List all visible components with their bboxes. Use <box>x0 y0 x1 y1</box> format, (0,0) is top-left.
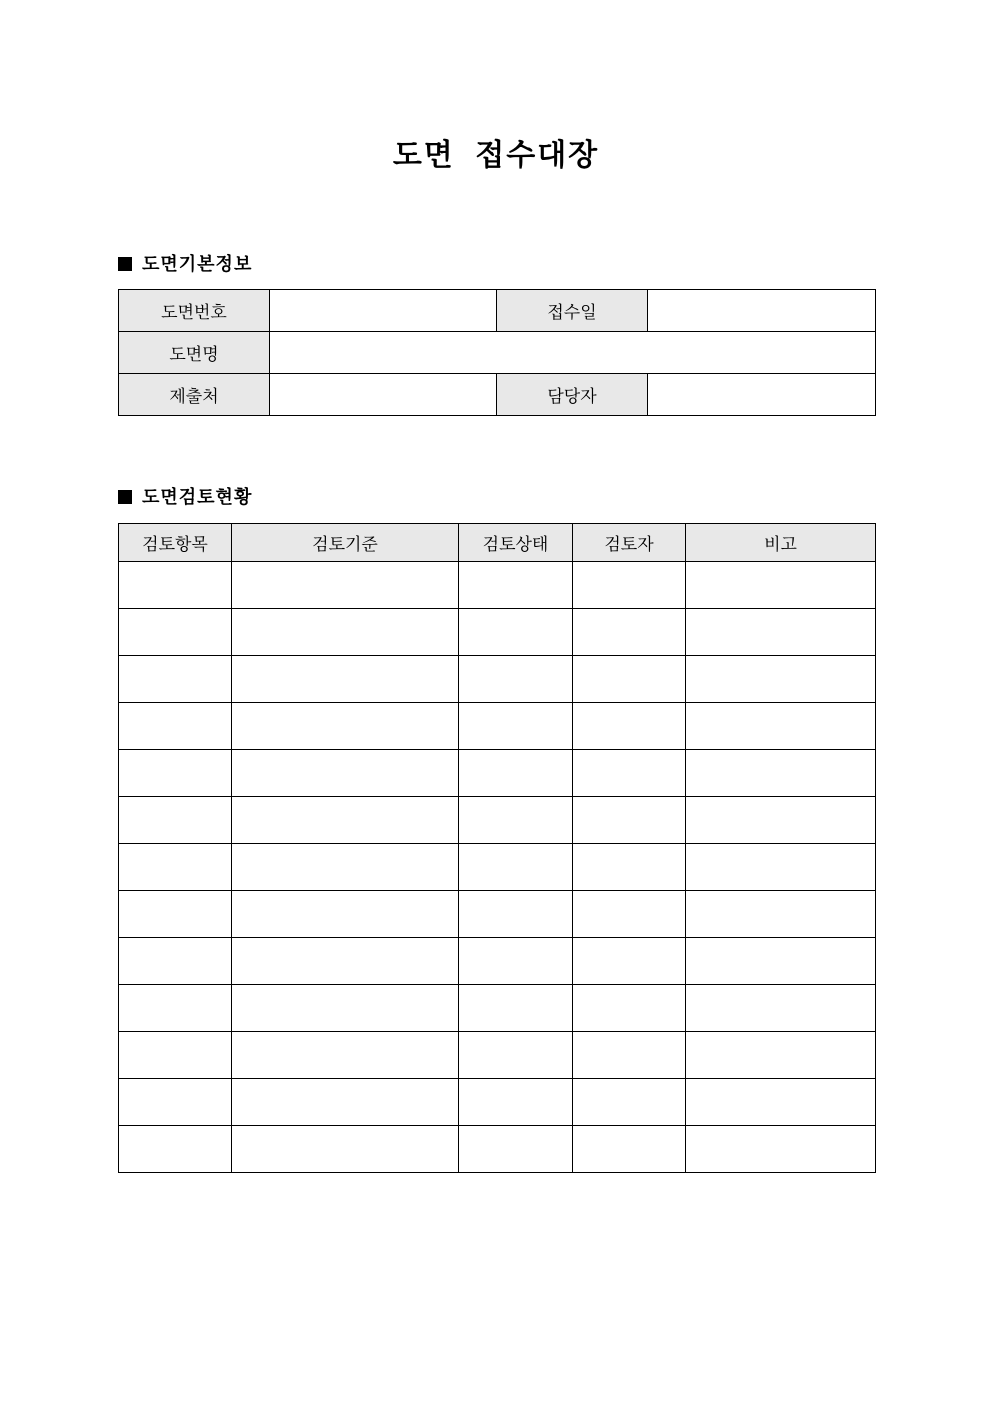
basic-info-heading-text: 도면기본정보 <box>142 254 253 275</box>
review-criteria-cell[interactable] <box>232 609 459 656</box>
review-status-cell[interactable] <box>459 562 573 609</box>
review-status-cell[interactable] <box>459 1079 573 1126</box>
square-bullet-icon <box>118 490 132 504</box>
table-row <box>119 891 876 938</box>
review-criteria-cell[interactable] <box>232 985 459 1032</box>
submitter-field[interactable] <box>270 374 497 416</box>
review-criteria-cell[interactable] <box>232 938 459 985</box>
review-item-cell[interactable] <box>119 797 232 844</box>
review-criteria-cell[interactable] <box>232 750 459 797</box>
reviewer-cell[interactable] <box>573 938 686 985</box>
remarks-cell[interactable] <box>686 797 876 844</box>
review-criteria-cell[interactable] <box>232 1126 459 1173</box>
review-status-cell[interactable] <box>459 656 573 703</box>
table-row <box>119 609 876 656</box>
remarks-cell[interactable] <box>686 891 876 938</box>
review-status-cell[interactable] <box>459 703 573 750</box>
reviewer-cell[interactable] <box>573 797 686 844</box>
review-item-cell[interactable] <box>119 844 232 891</box>
table-row <box>119 332 876 374</box>
table-row <box>119 985 876 1032</box>
drawing-number-field[interactable] <box>270 290 497 332</box>
table-row <box>119 844 876 891</box>
review-item-cell[interactable] <box>119 938 232 985</box>
reviewer-cell[interactable] <box>573 844 686 891</box>
review-item-cell[interactable] <box>119 891 232 938</box>
review-status-cell[interactable] <box>459 750 573 797</box>
table-row <box>119 797 876 844</box>
review-criteria-cell[interactable] <box>232 1032 459 1079</box>
review-status-heading-text: 도면검토현황 <box>142 487 253 508</box>
drawing-number-label: 도면번호 <box>119 290 270 332</box>
column-header-review-status: 검토상태 <box>459 524 573 562</box>
manager-field[interactable] <box>648 374 876 416</box>
review-item-cell[interactable] <box>119 1032 232 1079</box>
table-row <box>119 1126 876 1173</box>
table-row <box>119 562 876 609</box>
basic-info-table <box>118 289 876 416</box>
review-item-cell[interactable] <box>119 750 232 797</box>
review-status-cell[interactable] <box>459 1032 573 1079</box>
reviewer-cell[interactable] <box>573 985 686 1032</box>
review-status-cell[interactable] <box>459 609 573 656</box>
review-criteria-cell[interactable] <box>232 797 459 844</box>
reviewer-cell[interactable] <box>573 656 686 703</box>
table-row <box>119 703 876 750</box>
table-row <box>119 938 876 985</box>
receipt-date-field[interactable] <box>648 290 876 332</box>
remarks-cell[interactable] <box>686 1032 876 1079</box>
remarks-cell[interactable] <box>686 1126 876 1173</box>
receipt-date-label: 접수일 <box>497 290 648 332</box>
review-item-cell[interactable] <box>119 609 232 656</box>
review-status-cell[interactable] <box>459 985 573 1032</box>
remarks-cell[interactable] <box>686 844 876 891</box>
review-item-cell[interactable] <box>119 985 232 1032</box>
review-criteria-cell[interactable] <box>232 891 459 938</box>
review-item-cell[interactable] <box>119 562 232 609</box>
column-header-reviewer: 검토자 <box>573 524 686 562</box>
drawing-name-field[interactable] <box>270 332 876 374</box>
remarks-cell[interactable] <box>686 1079 876 1126</box>
remarks-cell[interactable] <box>686 703 876 750</box>
submitter-label: 제출처 <box>119 374 270 416</box>
review-item-cell[interactable] <box>119 1126 232 1173</box>
table-header-row <box>119 524 876 562</box>
remarks-cell[interactable] <box>686 562 876 609</box>
square-bullet-icon <box>118 257 132 271</box>
review-status-cell[interactable] <box>459 1126 573 1173</box>
reviewer-cell[interactable] <box>573 562 686 609</box>
column-header-review-item: 검토항목 <box>119 524 232 562</box>
manager-label: 담당자 <box>497 374 648 416</box>
remarks-cell[interactable] <box>686 656 876 703</box>
review-status-cell[interactable] <box>459 938 573 985</box>
review-status-cell[interactable] <box>459 797 573 844</box>
review-status-cell[interactable] <box>459 891 573 938</box>
table-row <box>119 290 876 332</box>
table-row <box>119 750 876 797</box>
reviewer-cell[interactable] <box>573 609 686 656</box>
column-header-review-criteria: 검토기준 <box>232 524 459 562</box>
review-criteria-cell[interactable] <box>232 703 459 750</box>
review-criteria-cell[interactable] <box>232 656 459 703</box>
reviewer-cell[interactable] <box>573 1079 686 1126</box>
review-item-cell[interactable] <box>119 703 232 750</box>
table-row <box>119 374 876 416</box>
reviewer-cell[interactable] <box>573 891 686 938</box>
table-row <box>119 656 876 703</box>
table-row <box>119 1032 876 1079</box>
table-row <box>119 1079 876 1126</box>
review-criteria-cell[interactable] <box>232 844 459 891</box>
review-criteria-cell[interactable] <box>232 562 459 609</box>
review-criteria-cell[interactable] <box>232 1079 459 1126</box>
reviewer-cell[interactable] <box>573 1032 686 1079</box>
review-status-table <box>118 523 876 1173</box>
remarks-cell[interactable] <box>686 985 876 1032</box>
reviewer-cell[interactable] <box>573 703 686 750</box>
reviewer-cell[interactable] <box>573 1126 686 1173</box>
reviewer-cell[interactable] <box>573 750 686 797</box>
basic-info-heading <box>118 252 252 278</box>
review-status-cell[interactable] <box>459 844 573 891</box>
review-item-cell[interactable] <box>119 1079 232 1126</box>
drawing-name-label: 도면명 <box>119 332 270 374</box>
remarks-cell[interactable] <box>686 750 876 797</box>
remarks-cell[interactable] <box>686 938 876 985</box>
column-header-remarks: 비고 <box>686 524 876 562</box>
review-status-heading <box>118 485 252 511</box>
page-title: 도면 접수대장 <box>392 138 600 173</box>
review-item-cell[interactable] <box>119 656 232 703</box>
remarks-cell[interactable] <box>686 609 876 656</box>
